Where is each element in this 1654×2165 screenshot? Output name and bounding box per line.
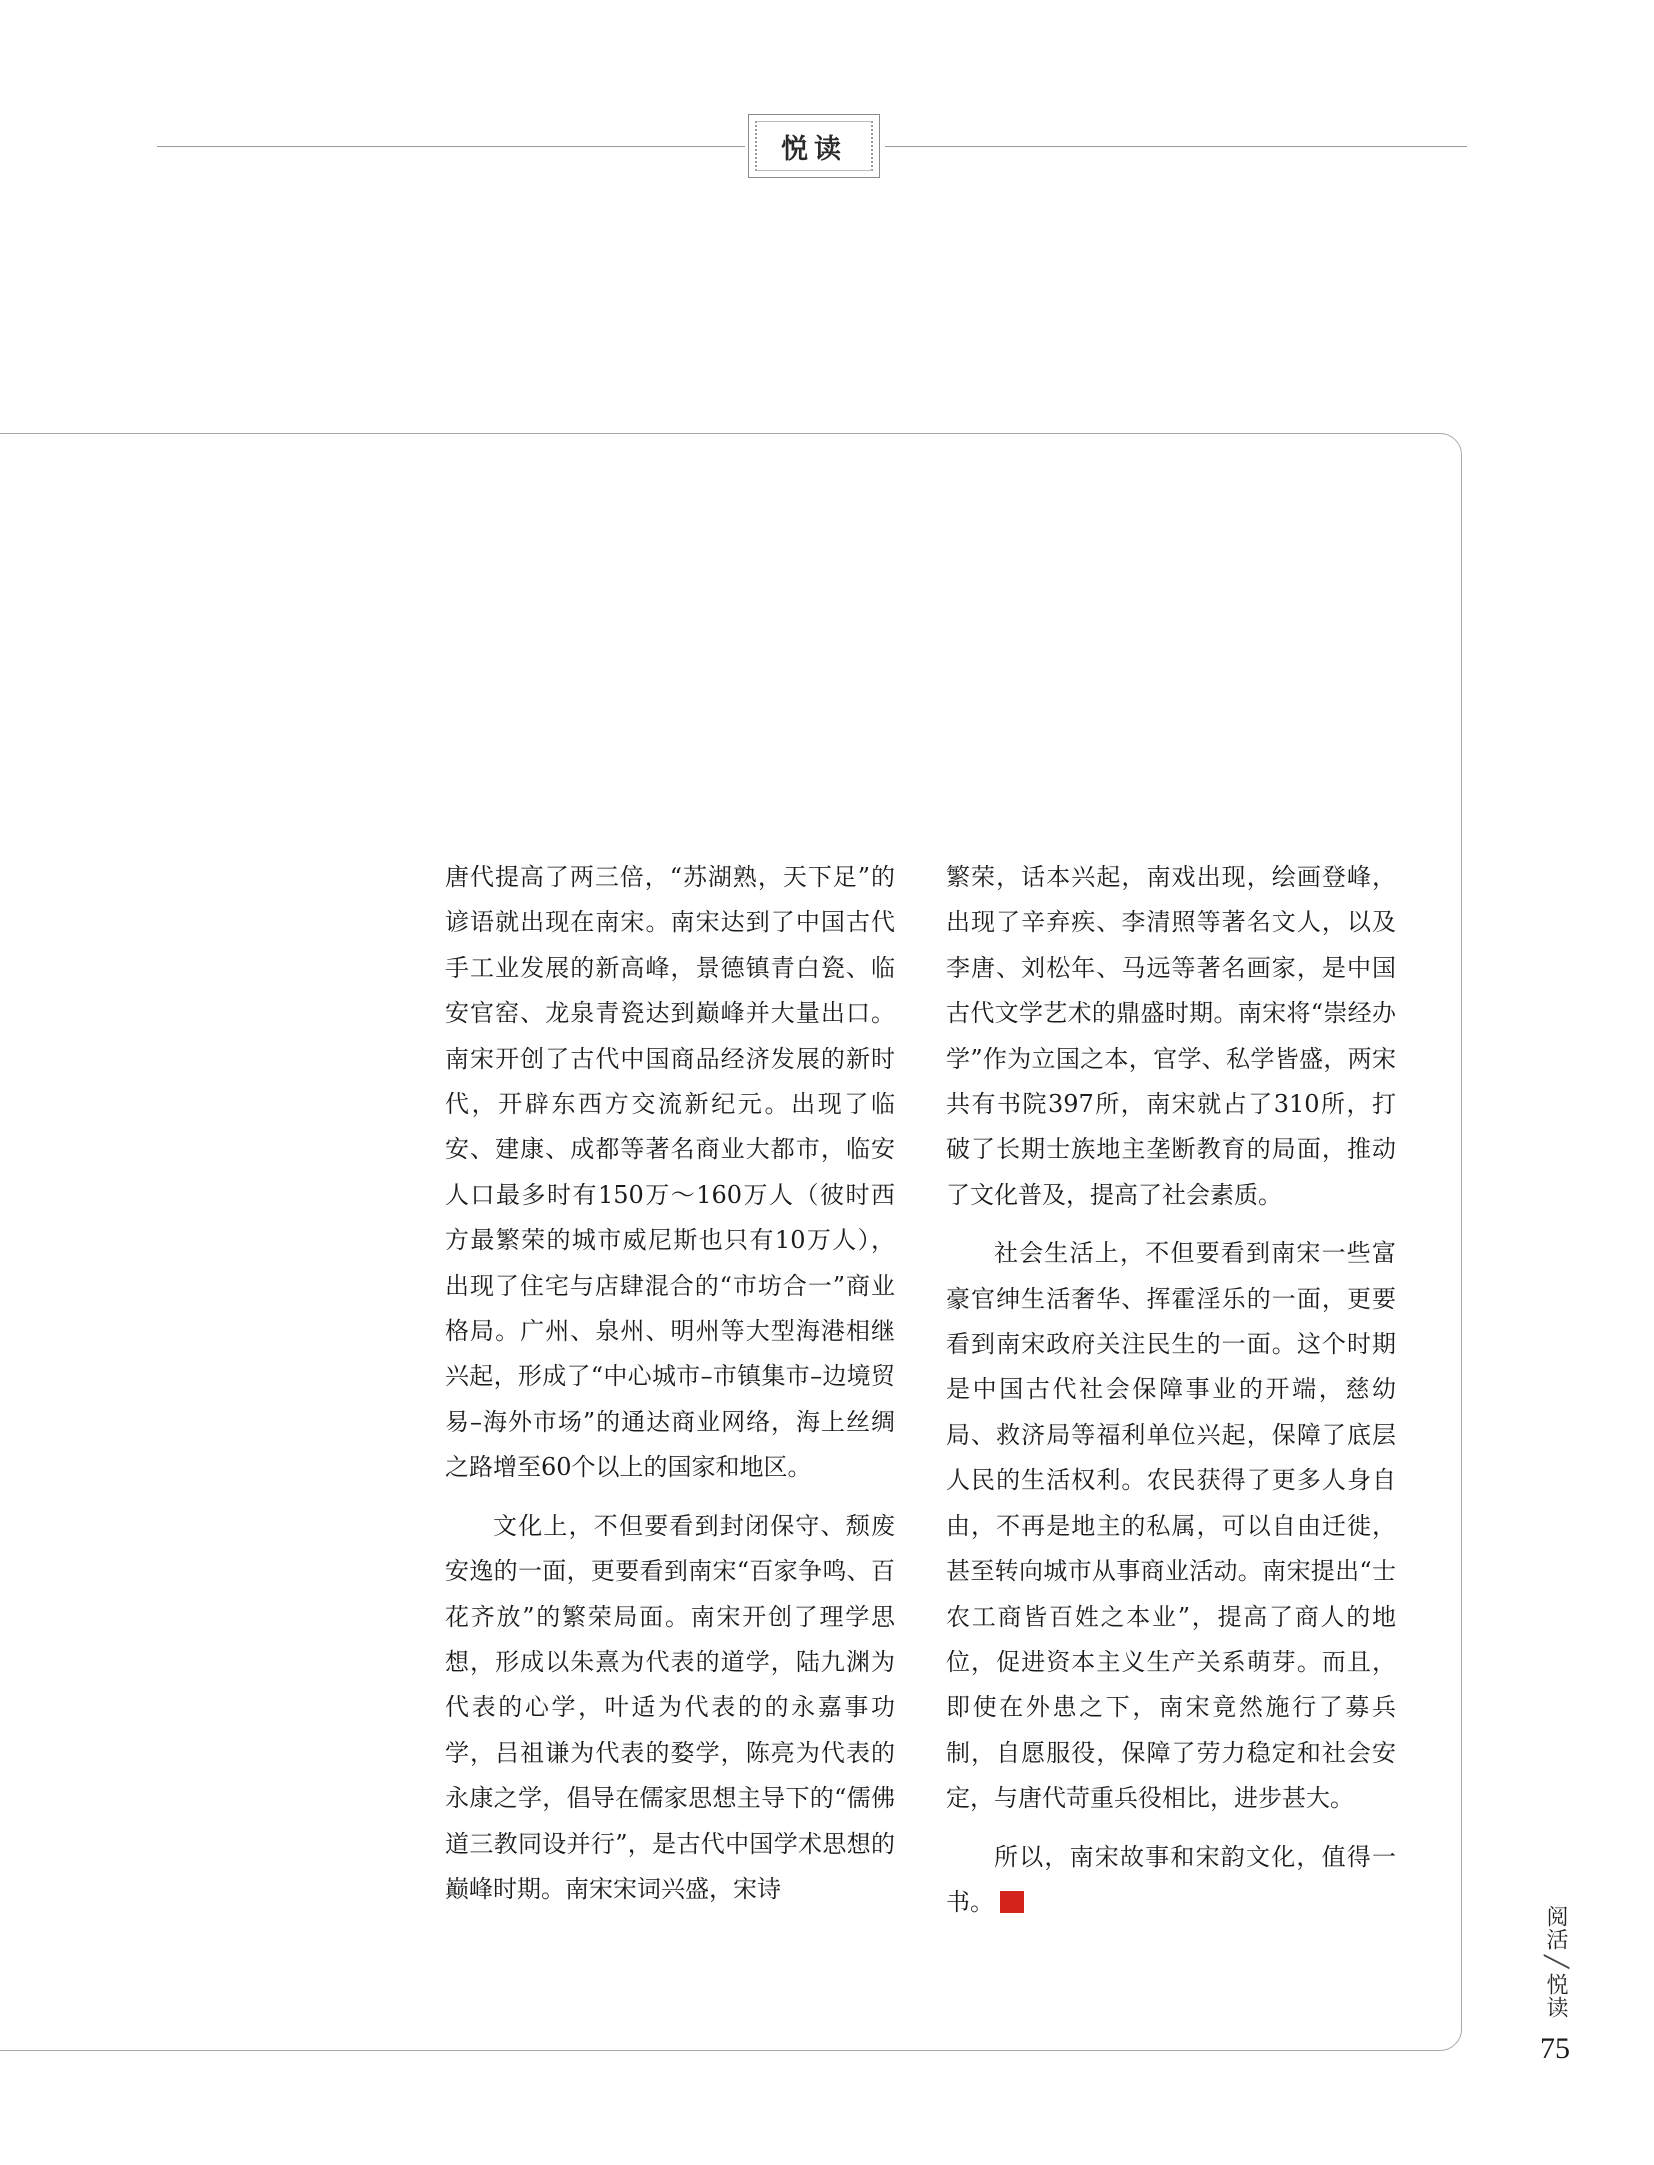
- article-column-left: [445, 855, 895, 1925]
- separator-slash: ╱: [1543, 1955, 1568, 1970]
- closing-text: 所以，南宋故事和宋韵文化，值得一书。: [946, 1842, 1396, 1916]
- end-of-article-mark: [1000, 1891, 1024, 1913]
- section-badge: [748, 114, 880, 178]
- header-rule-left: [157, 146, 745, 147]
- page-number: 75: [1540, 2032, 1570, 2065]
- header-rule-right: [885, 146, 1467, 147]
- article-column-right: [946, 855, 1396, 1938]
- section-name: 悦读: [1543, 1973, 1568, 2020]
- article-paragraph: 社会生活上，不但要看到南宋一些富豪官绅生活奢华、挥霍淫乐的一面，更要看到南宋政府关注民生的一面。这个时期是中国古代社会保障事业的开端，慈幼局、救济局等福利单位兴起，保障了底层人民的生活权利。农民获得了更多人身自由，不再是地主的私属，可以自由迁徙，甚至转向城市从事商业活动。南宋提出“士农工商皆百姓之本业”，提高了商人的地位，促进资本主义生产关系萌芽。而且，即使在外患之下，南宋竟然施行了募兵制，自愿服役，保障了劳力稳定和社会安定，与唐代苛重兵役相比，进步甚大。: [946, 1239, 1396, 1813]
- article-paragraph: 文化上，不但要看到封闭保守、颓废安逸的一面，更要看到南宋“百家争鸣、百花齐放”的繁荣局面。南宋开创了理学思想，形成以朱熹为代表的道学，陆九渊为代表的心学，叶适为代表的的永嘉事功学，吕祖谦为代表的婺学，陈亮为代表的永康之学，倡导在儒家思想主导下的“儒佛道三教同设并行”，是古代中国学术思想的巅峰时期。南宋宋词兴盛，宋诗: [445, 1511, 895, 1903]
- article-paragraph: 唐代提高了两三倍，“苏湖熟，天下足”的谚语就出现在南宋。南宋达到了中国古代手工业发展的新高峰，景德镇青白瓷、临安官窑、龙泉青瓷达到巅峰并大量出口。南宋开创了古代中国商品经济发展的新时代，开辟东西方交流新纪元。出现了临安、建康、成都等著名商业大都市，临安人口最多时有150万～160万人（彼时西方最繁荣的城市威尼斯也只有10万人），出现了住宅与店肆混合的“市坊合一”商业格局。广州、泉州、明州等大型海港相继兴起，形成了“中心城市–市镇集市–边境贸易–海外市场”的通达商业网络，海上丝绸之路增至60个以上的国家和地区。: [445, 863, 895, 1482]
- article-closing-paragraph: [946, 1835, 1396, 1926]
- article-paragraph: 繁荣，话本兴起，南戏出现，绘画登峰，出现了辛弃疾、李清照等著名文人，以及李唐、刘松年、马远等著名画家，是中国古代文学艺术的鼎盛时期。南宋将“崇经办学”作为立国之本，官学、私学皆盛，两宋共有书院397所，南宋就占了310所，打破了长期士族地主垄断教育的局面，推动了文化普及，提高了社会素质。: [946, 863, 1396, 1209]
- footer-section-label: [1535, 1905, 1575, 2019]
- section-title: 悦读: [755, 121, 873, 171]
- magazine-name: 阅活: [1543, 1905, 1568, 1951]
